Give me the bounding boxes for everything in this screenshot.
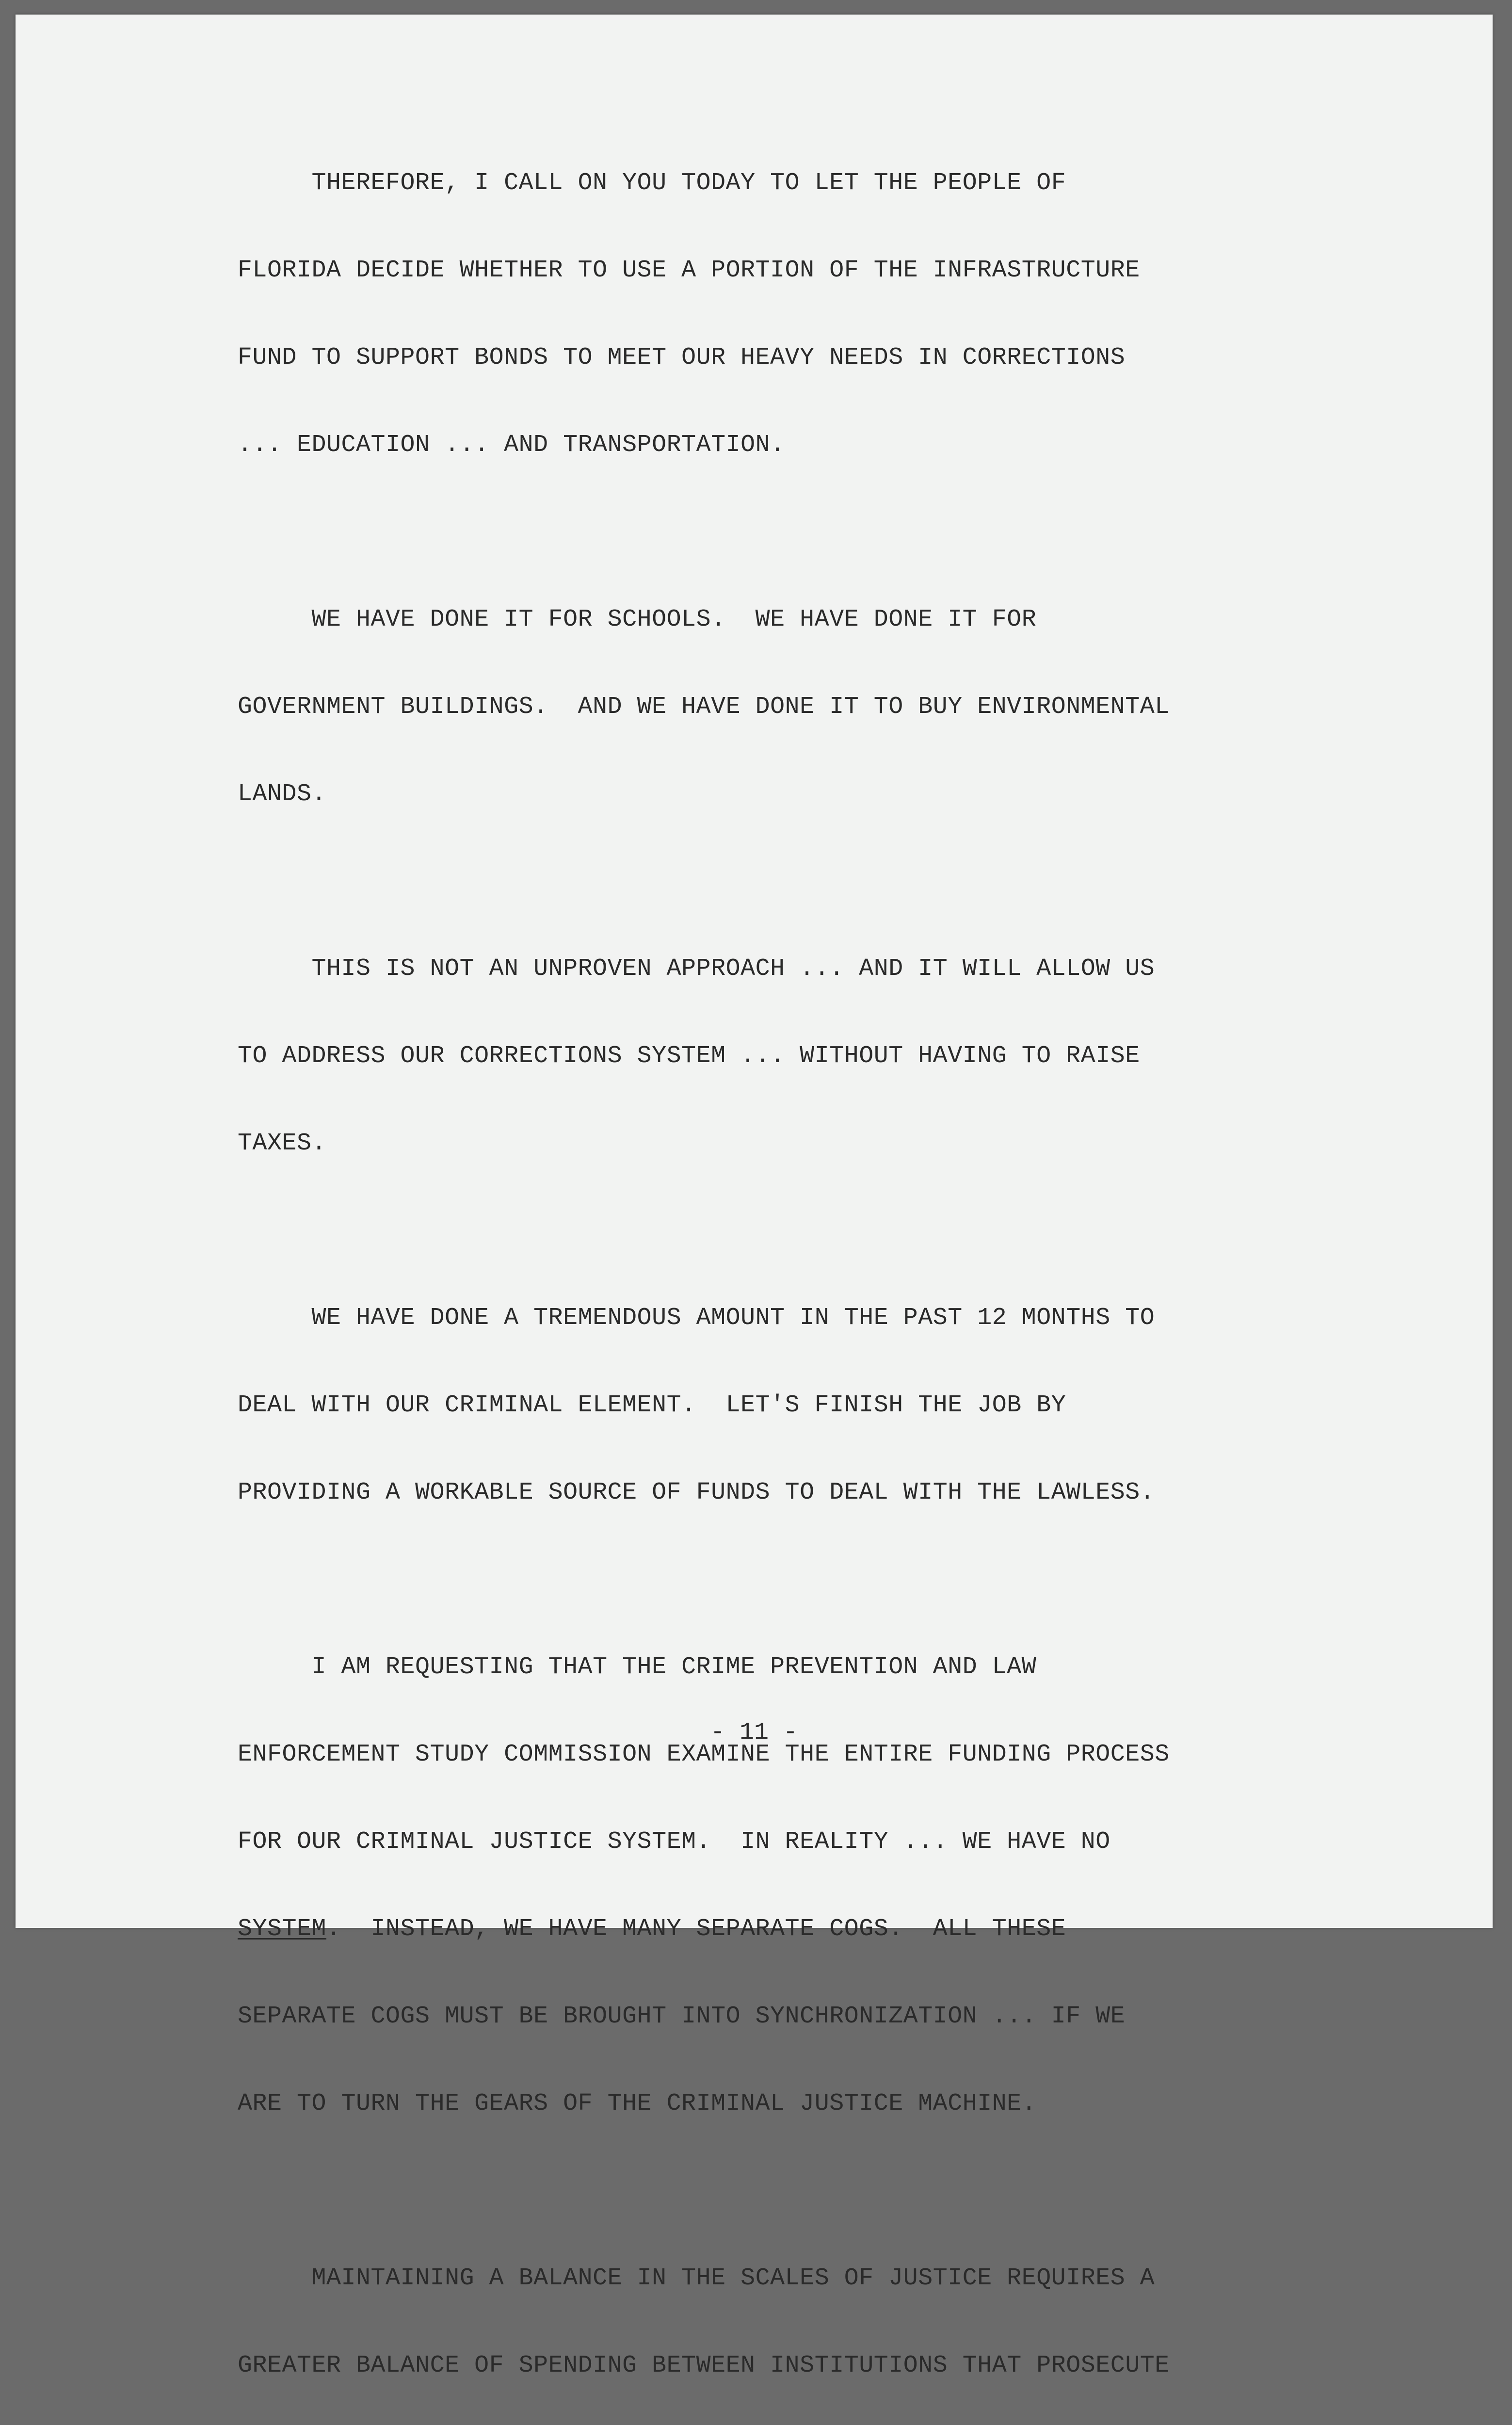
text-line: WE HAVE DONE A TREMENDOUS AMOUNT IN THE PAST 12 MONTHS TO <box>238 1304 1155 1332</box>
paragraph-unproven-approach <box>238 896 1401 1216</box>
speech-text <box>238 111 1401 2425</box>
text-line: FOR OUR CRIMINAL JUSTICE SYSTEM. IN REALITY ... WE HAVE NO <box>238 1828 1110 1856</box>
page-number: - 11 - <box>710 1719 798 1746</box>
text-line: ENFORCEMENT STUDY COMMISSION EXAMINE THE ENTIRE FUNDING PROCESS <box>238 1741 1170 1768</box>
underlined-word-system: SYSTEM <box>238 1915 327 1943</box>
text-line: DEAL WITH OUR CRIMINAL ELEMENT. LET'S FINISH THE JOB BY <box>238 1391 1066 1419</box>
paragraph-criminal-element <box>238 1245 1401 1566</box>
text-line: ... EDUCATION ... AND TRANSPORTATION. <box>238 431 785 459</box>
text-line: THIS IS NOT AN UNPROVEN APPROACH ... AND IT WILL ALLOW US <box>238 955 1155 983</box>
text-line: I AM REQUESTING THAT THE CRIME PREVENTION AND LAW <box>238 1653 1037 1681</box>
text-line: THEREFORE, I CALL ON YOU TODAY TO LET THE PEOPLE OF <box>238 169 1066 197</box>
paragraph-done-it-before <box>238 547 1401 867</box>
text-fragment: . INSTEAD, WE HAVE MANY SEPARATE COGS. ALL THESE <box>326 1915 1066 1943</box>
paragraph-study-commission <box>238 1595 1401 2177</box>
paragraph-infrastructure-fund <box>238 111 1401 518</box>
text-line: SEPARATE COGS MUST BE BROUGHT INTO SYNCHRONIZATION ... IF WE <box>238 2003 1126 2030</box>
paragraph-scales-of-justice <box>238 2206 1401 2425</box>
text-line: LANDS. <box>238 780 327 808</box>
text-line: FUND TO SUPPORT BONDS TO MEET OUR HEAVY NEEDS IN CORRECTIONS <box>238 344 1126 372</box>
text-line: GOVERNMENT BUILDINGS. AND WE HAVE DONE IT TO BUY ENVIRONMENTAL <box>238 693 1170 721</box>
text-line <box>238 1915 1401 1944</box>
text-line: FLORIDA DECIDE WHETHER TO USE A PORTION OF THE INFRASTRUCTURE <box>238 257 1140 284</box>
document-page <box>16 15 1493 2379</box>
text-line: MAINTAINING A BALANCE IN THE SCALES OF JUSTICE REQUIRES A <box>238 2264 1155 2292</box>
text-line: GREATER BALANCE OF SPENDING BETWEEN INSTITUTIONS THAT PROSECUTE <box>238 2352 1170 2379</box>
text-line: TAXES. <box>238 1130 327 1157</box>
text-line: TO ADDRESS OUR CORRECTIONS SYSTEM ... WITHOUT HAVING TO RAISE <box>238 1042 1140 1070</box>
text-line: PROVIDING A WORKABLE SOURCE OF FUNDS TO DEAL WITH THE LAWLESS. <box>238 1479 1155 1506</box>
text-line: ARE TO TURN THE GEARS OF THE CRIMINAL JUSTICE MACHINE. <box>238 2090 1037 2118</box>
text-line: WE HAVE DONE IT FOR SCHOOLS. WE HAVE DONE IT FOR <box>238 606 1037 633</box>
